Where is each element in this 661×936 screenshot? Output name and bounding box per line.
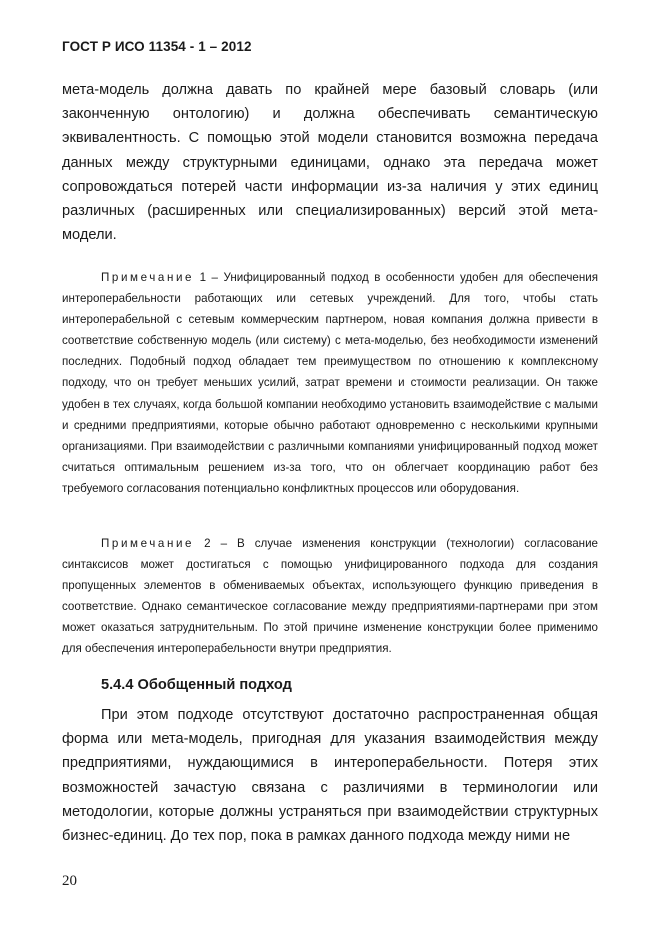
- note-text: 1 – Унифицированный подход в особенности удобен для обеспечения интероперабельности работающих или сетевых учреждений. Для того, чтобы стать интероперабельной с сетевым коммерческим партнером, новая компания должна привести в соответствие собственную модель (или систему) с мета-моделью, без необходимости изменений последних. Подобный подход обладает тем преимуществом по отношению к комплексному подходу, что он требует меньших усилий, затрат времени и стоимости реализации. Он также удобен в тех случаях, когда большой компании необходимо установить взаимодействие с малыми и средними предприятиями, которые обычно работают одновременно с несколькими крупными организациями. При взаимодействии с различными компаниями унифицированный подход может считаться оптимальным решением из-за того, что он облегчает координацию работ без требуемого согласования потенциально конфликтных процессов или оборудования.: [62, 271, 598, 495]
- note-label: Примечание: [101, 537, 195, 550]
- body-paragraph: мета-модель должна давать по крайней мере базовый словарь (или законченную онтологию) и должна обеспечивать семантическую эквивалентность. С помощью этой модели становится возможна передача данных между структурными единицами, однако эта передача может сопровождаться потерей части информации из-за наличия у этих единиц различных (расширенных или специализированных) версий этой мета-модели.: [62, 82, 598, 244]
- note-label: Примечание: [101, 271, 195, 284]
- section-title: 5.4.4 Обобщенный подход: [101, 677, 292, 693]
- note-text: 2 – В случае изменения конструкции (технологии) согласование синтаксисов может достигаться с помощью унифицированного подхода для создания пропущенных элементов в обмениваемых объектах, использующего функцию приведения в соответствие. Однако семантическое согласование между предприятиями-партнерами при этом может оказаться затруднительным. По этой причине изменение конструкции более применимо для обеспечения интероперабельности внутри предприятия.: [62, 537, 598, 656]
- section-paragraph: При этом подходе отсутствуют достаточно распространенная общая форма или мета-модель, пригодная для указания взаимодействия между предприятиями, нуждающимися в интероперабельности. Потеря этих возможностей зачастую связана с различиями в терминологии или методологии, которые должны устраняться при взаимодействии структурных бизнес-единиц. До тех пор, пока в рамках данного подхода между ними не: [62, 707, 598, 845]
- note-2: [62, 533, 598, 660]
- page-number: 20: [62, 873, 77, 889]
- note-1: [62, 267, 598, 499]
- document-header: ГОСТ Р ИСО 11354 - 1 – 2012: [62, 39, 252, 54]
